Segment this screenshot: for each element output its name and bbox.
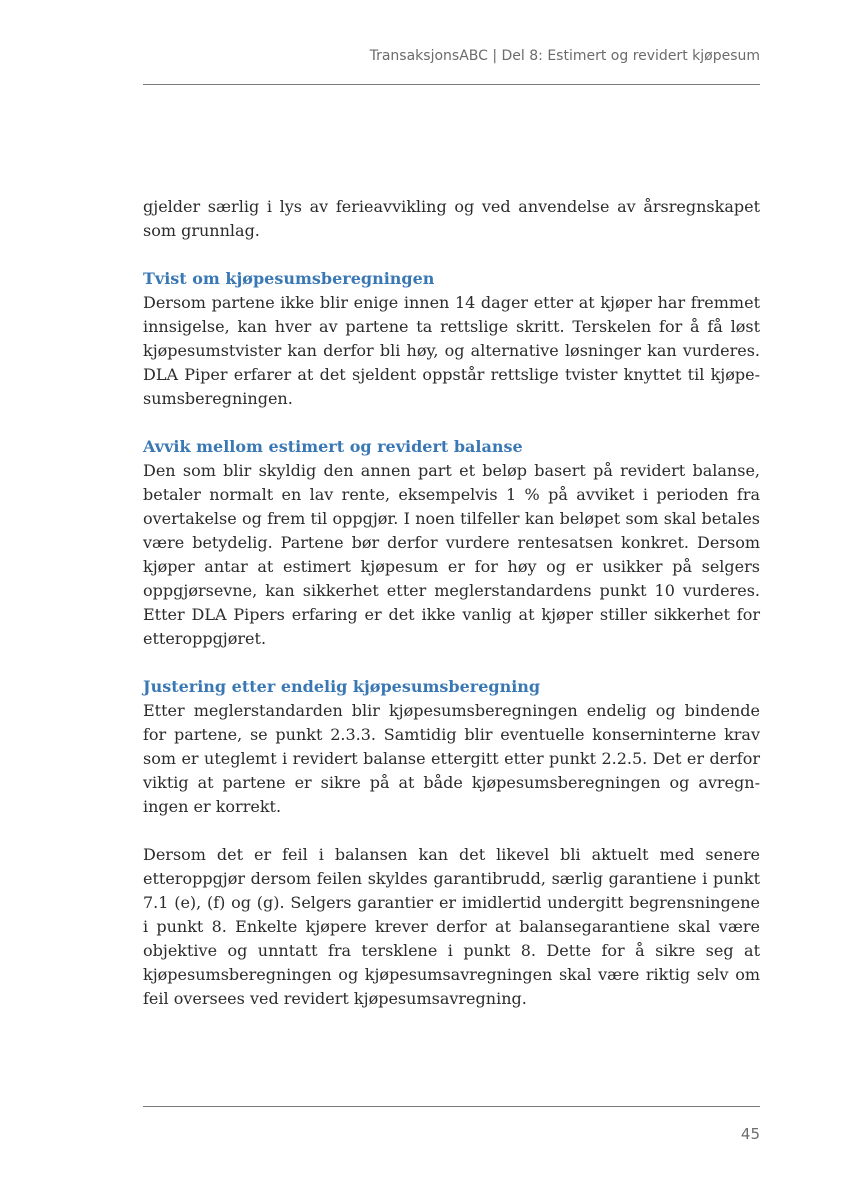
intro-paragraph: gjelder særlig i lys av ferieavvikling og ved anvendelse av årsregnskapet som grunnlag. <box>143 197 760 240</box>
section-paragraph-tvist: Dersom partene ikke blir enige innen 14 dager etter at kjøper har fremmet innsigelse, kan hver av partene ta rettslige skritt. Terskelen for å få løst kjøpesumstvister kan derfor bli høy, og alternative løsninger kan vurderes. DLA Piper erfarer at det sjeldent oppstår rettslige tvister knyttet til kjøpesumsberegningen. <box>143 293 760 408</box>
section-paragraph-justering: Etter meglerstandarden blir kjøpesumsberegningen endelig og bindende for partene, se punkt 2.3.3. Samtidig blir eventuelle konserninterne krav som er uteglemt i revidert balanse ettergitt etter punkt 2.2.5. Det er derfor viktig at partene er sikre på at både kjøpesumsberegningen og avregningen er korrekt. <box>143 701 760 816</box>
section-heading-justering: Justering etter endelig kjøpesumsberegning <box>143 677 541 696</box>
section-paragraph-avvik: Den som blir skyldig den annen part et beløp basert på revidert balanse, betaler normalt en lav rente, eksempelvis 1 % på avviket i perioden fra overtakelse og frem til oppgjør. I noen tilfeller kan beløpet som skal betales være betydelig. Partene bør derfor vurdere rentesatsen konkret. Dersom kjøper antar at estimert kjøpesum er for høy og er usikker på selgers oppgjørsevne, kan sikkerhet etter meglerstandardens punkt 10 vurderes. Etter DLA Pipers erfaring er det ikke vanlig at kjøper stiller sikkerhet for etteroppgjøret. <box>143 461 760 648</box>
running-header: TransaksjonsABC | Del 8: Estimert og revidert kjøpesum <box>369 48 760 64</box>
section-heading-tvist: Tvist om kjøpesumsberegningen <box>143 269 435 288</box>
header-divider <box>143 84 760 85</box>
section-heading-avvik: Avvik mellom estimert og revidert balanse <box>143 437 523 456</box>
page-number: 45 <box>740 1125 760 1143</box>
closing-paragraph: Dersom det er feil i balansen kan det likevel bli aktuelt med senere etteroppgjør dersom feilen skyldes garantibrudd, særlig garantiene i punkt 7.1 (e), (f) og (g). Selgers garantier er imidlertid undergitt begrensningene i punkt 8. Enkelte kjøpere krever derfor at balansegarantiene skal være objektive og unntatt fra tersklene i punkt 8. Dette for å sikre seg at kjøpesumsberegningen og kjøpesumsavregningen skal være riktig selv om feil oversees ved revidert kjøpesumsavregning. <box>143 845 760 1008</box>
page-body <box>143 195 760 1035</box>
footer-divider <box>143 1106 760 1107</box>
